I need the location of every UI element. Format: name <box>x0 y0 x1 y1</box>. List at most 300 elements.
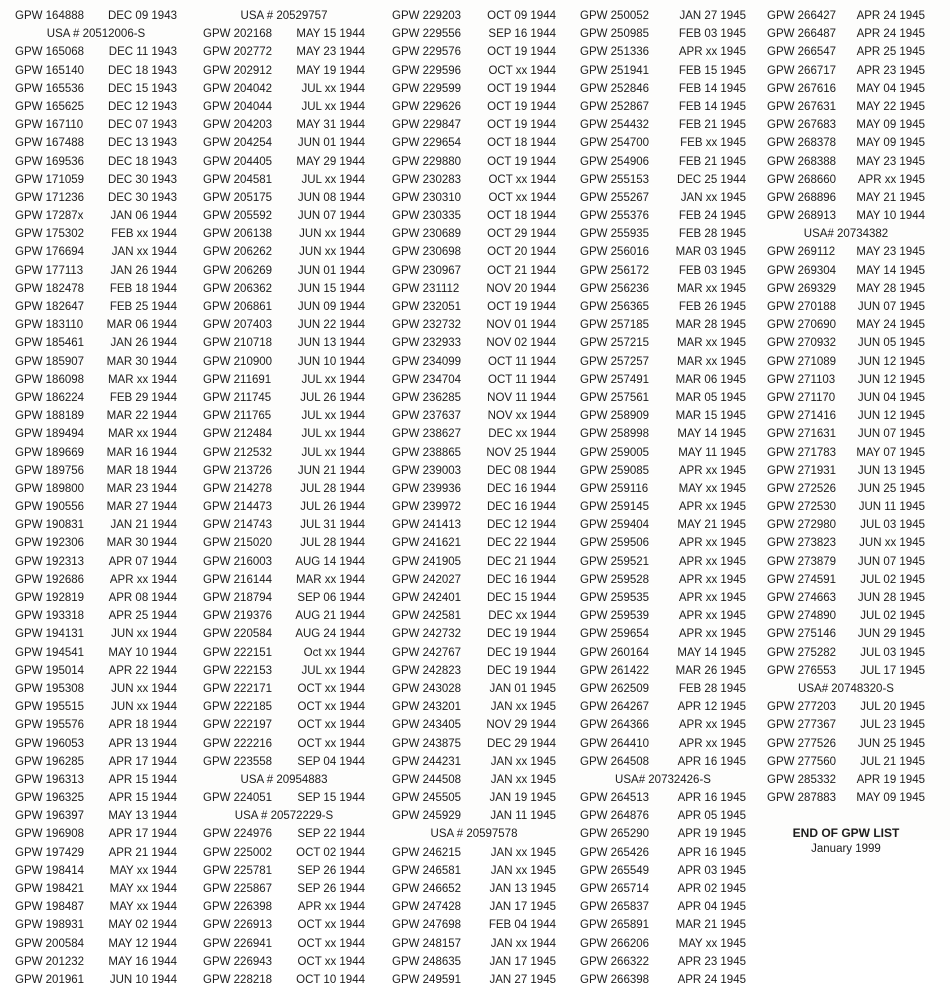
list-item <box>580 407 746 425</box>
list-item <box>203 516 365 534</box>
gpw-serial: GPW 252846 <box>580 82 650 95</box>
build-date: OCT xx 1944 <box>297 955 365 968</box>
gpw-serial: GPW 226913 <box>203 919 273 932</box>
gpw-serial: GPW 225002 <box>203 846 273 859</box>
list-item <box>767 316 925 334</box>
gpw-serial: GPW 193318 <box>15 610 85 623</box>
gpw-serial: GPW 268378 <box>767 137 837 150</box>
build-date: MAY 21 1945 <box>856 191 925 204</box>
list-item <box>15 43 177 61</box>
gpw-serial: GPW 254906 <box>580 155 650 168</box>
build-date: APR 08 1944 <box>108 592 177 604</box>
gpw-serial: GPW 192306 <box>15 537 85 550</box>
list-item <box>392 516 556 534</box>
build-date: FEB 24 1945 <box>678 210 746 223</box>
gpw-serial: GPW 177113 <box>15 264 84 277</box>
build-date: SEP 06 1944 <box>297 592 365 604</box>
gpw-serial: GPW 277367 <box>767 719 837 732</box>
build-date: APR 02 1945 <box>677 883 746 895</box>
gpw-serial: GPW 192819 <box>15 592 85 604</box>
list-item <box>392 553 556 571</box>
gpw-serial: GPW 245505 <box>392 792 462 805</box>
gpw-serial: GPW 264366 <box>580 719 650 732</box>
list-item <box>580 935 746 953</box>
list-item <box>392 607 556 625</box>
gpw-serial: GPW 224976 <box>203 828 273 841</box>
build-date: DEC 12 1944 <box>486 519 556 532</box>
gpw-serial: GPW 257561 <box>580 391 650 404</box>
build-date: MAY 31 1944 <box>296 119 365 132</box>
list-item <box>203 171 365 189</box>
build-date: SEP 16 1944 <box>488 28 556 41</box>
gpw-serial: GPW 266427 <box>767 10 837 22</box>
gpw-serial: GPW 270690 <box>767 319 837 332</box>
list-item <box>392 462 556 480</box>
list-item <box>203 898 365 916</box>
list-item <box>15 716 177 734</box>
list-item <box>580 43 746 61</box>
list-item <box>392 98 556 116</box>
list-item <box>15 425 177 443</box>
build-date: FEB 21 1945 <box>678 119 746 132</box>
gpw-serial: GPW 258909 <box>580 410 650 423</box>
list-item <box>392 844 556 862</box>
build-date: APR xx 1945 <box>678 46 746 59</box>
list-item <box>767 171 925 189</box>
list-item <box>580 916 746 934</box>
list-item <box>580 334 746 352</box>
gpw-serial: GPW 259404 <box>580 519 650 532</box>
gpw-serial: GPW 196285 <box>15 755 85 768</box>
list-item <box>203 553 365 571</box>
list-item <box>392 134 556 152</box>
build-date: MAY 24 1945 <box>856 319 925 332</box>
list-item <box>767 716 925 734</box>
gpw-serial: GPW 272526 <box>767 482 837 495</box>
list-item <box>15 771 177 789</box>
gpw-serial: GPW 241413 <box>392 519 462 532</box>
list-item <box>15 498 177 516</box>
gpw-serial: GPW 185461 <box>15 337 85 350</box>
gpw-serial: GPW 198414 <box>15 864 85 877</box>
list-item <box>580 80 746 98</box>
build-date: JAN xx 1944 <box>111 246 177 259</box>
build-date: MAY 23 1945 <box>856 246 925 259</box>
build-date: JAN 01 1945 <box>489 682 556 695</box>
list-item <box>767 153 925 171</box>
build-date: MAR xx 1945 <box>676 355 746 368</box>
build-date: NOV 29 1944 <box>486 719 556 732</box>
gpw-serial: GPW 196397 <box>15 810 85 823</box>
gpw-serial: GPW 226398 <box>203 901 273 914</box>
list-item <box>15 98 177 116</box>
build-date: JAN 26 1944 <box>110 264 177 277</box>
gpw-serial: GPW 202912 <box>203 64 273 77</box>
build-date: DEC 15 1943 <box>107 82 177 95</box>
build-date: OCT 19 1944 <box>487 100 556 113</box>
build-date: FEB xx 1944 <box>111 228 177 241</box>
gpw-serial: GPW 186224 <box>15 391 85 404</box>
build-date: MAR 05 1945 <box>675 391 746 404</box>
list-item <box>392 771 556 789</box>
gpw-serial: GPW 186098 <box>15 373 85 386</box>
build-date: JUN 28 1945 <box>857 592 925 604</box>
gpw-serial: GPW 254432 <box>580 119 650 132</box>
list-item <box>392 262 556 280</box>
build-date: MAY 14 1945 <box>856 264 925 277</box>
build-date: JUL 26 1944 <box>300 391 365 404</box>
list-item <box>203 680 365 698</box>
gpw-serial: GPW 192686 <box>15 573 85 586</box>
gpw-serial: GPW 254700 <box>580 137 650 150</box>
build-date: APR xx 1945 <box>678 592 746 604</box>
gpw-serial: GPW 183110 <box>15 319 84 332</box>
gpw-serial: GPW 232051 <box>392 301 462 313</box>
build-date: JAN 17 1945 <box>489 901 556 914</box>
gpw-serial: GPW 256236 <box>580 282 650 295</box>
build-date: OCT xx 1944 <box>297 937 365 950</box>
gpw-serial: GPW 259116 <box>580 482 649 495</box>
list-item <box>767 735 925 753</box>
list-item <box>580 7 746 25</box>
list-item <box>15 607 177 625</box>
gpw-serial: GPW 192313 <box>15 555 85 568</box>
build-date: APR 24 1945 <box>677 973 746 986</box>
build-date: JUL 17 1945 <box>860 664 925 677</box>
build-date: DEC 08 1944 <box>486 464 556 477</box>
gpw-serial: GPW 271931 <box>767 464 837 477</box>
gpw-serial: GPW 268660 <box>767 173 837 186</box>
gpw-serial: GPW 232933 <box>392 337 462 350</box>
list-item <box>203 589 365 607</box>
build-date: SEP 22 1944 <box>297 828 365 841</box>
gpw-serial: GPW 271089 <box>767 355 837 368</box>
gpw-serial: GPW 247428 <box>392 901 462 914</box>
gpw-serial: GPW 167110 <box>15 119 84 132</box>
build-date: JAN xx 1945 <box>490 864 556 877</box>
gpw-serial: GPW 276553 <box>767 664 837 677</box>
gpw-serial: GPW 194541 <box>15 646 85 659</box>
list-item <box>392 935 556 953</box>
build-date: APR 25 1945 <box>856 46 925 59</box>
gpw-serial: GPW 229203 <box>392 10 462 22</box>
gpw-serial: GPW 257185 <box>580 319 650 332</box>
list-column-2 <box>203 7 365 989</box>
build-date: JUL 26 1944 <box>300 501 365 514</box>
build-date: DEC 18 1943 <box>107 155 177 168</box>
build-date: APR 15 1944 <box>108 792 177 805</box>
build-date: DEC 22 1944 <box>486 537 556 550</box>
build-date: FEB 29 1944 <box>109 391 177 404</box>
list-item <box>203 407 365 425</box>
build-date: MAR 30 1944 <box>106 355 177 368</box>
list-item <box>767 280 925 298</box>
list-item <box>203 971 365 989</box>
list-item <box>767 644 925 662</box>
build-date: FEB 03 1945 <box>678 264 746 277</box>
list-item <box>203 444 365 462</box>
build-date: SEP 26 1944 <box>297 864 365 877</box>
list-item <box>15 662 177 680</box>
build-date: JAN 26 1944 <box>110 337 177 350</box>
build-date: JUL 21 1945 <box>860 755 925 768</box>
list-item <box>580 444 746 462</box>
build-date: MAY 29 1944 <box>296 155 365 168</box>
gpw-serial: GPW 225781 <box>203 864 273 877</box>
gpw-serial: GPW 250052 <box>580 10 650 22</box>
list-item <box>580 153 746 171</box>
list-item <box>392 898 556 916</box>
list-item <box>392 389 556 407</box>
list-item <box>580 371 746 389</box>
list-item <box>15 62 177 80</box>
gpw-serial: GPW 204042 <box>203 82 273 95</box>
gpw-serial: GPW 243201 <box>392 701 462 714</box>
list-item <box>15 262 177 280</box>
build-date: JUN 29 1945 <box>857 628 925 641</box>
gpw-serial: GPW 197429 <box>15 846 85 859</box>
gpw-serial: GPW 230967 <box>392 264 462 277</box>
build-date: OCT 20 1944 <box>487 246 556 259</box>
list-item <box>15 334 177 352</box>
build-date: MAR 18 1944 <box>106 464 177 477</box>
gpw-serial: GPW 226941 <box>203 937 273 950</box>
build-date: JAN 27 1945 <box>489 973 556 986</box>
list-item <box>580 353 746 371</box>
gpw-serial: GPW 206861 <box>203 301 273 313</box>
gpw-serial: GPW 212484 <box>203 428 273 441</box>
list-item <box>15 844 177 862</box>
build-date: MAY 19 1944 <box>296 64 365 77</box>
build-date: OCT 21 1944 <box>487 264 556 277</box>
build-date: APR 17 1944 <box>108 755 177 768</box>
gpw-serial: GPW 257491 <box>580 373 650 386</box>
list-item <box>580 644 746 662</box>
list-item <box>580 25 746 43</box>
list-item <box>392 498 556 516</box>
gpw-serial: GPW 248157 <box>392 937 462 950</box>
list-item <box>392 25 556 43</box>
list-item <box>15 134 177 152</box>
list-item <box>392 7 556 25</box>
list-item <box>580 971 746 989</box>
gpw-serial: GPW 259145 <box>580 501 650 514</box>
build-date: JUL xx 1944 <box>301 100 365 113</box>
build-date: JUL 28 1944 <box>300 482 365 495</box>
build-date: JUL xx 1944 <box>301 664 365 677</box>
list-item <box>580 534 746 552</box>
build-date: OCT 19 1944 <box>487 46 556 59</box>
list-item <box>15 534 177 552</box>
list-item <box>392 880 556 898</box>
gpw-serial: GPW 165140 <box>15 64 85 77</box>
list-item <box>392 589 556 607</box>
gpw-serial: GPW 206269 <box>203 264 273 277</box>
gpw-serial: GPW 196053 <box>15 737 85 750</box>
gpw-serial: GPW 229847 <box>392 119 462 132</box>
list-item <box>203 298 365 316</box>
gpw-serial: GPW 271631 <box>767 428 837 441</box>
build-date: MAY 14 1945 <box>677 646 746 659</box>
list-item <box>767 571 925 589</box>
list-item <box>392 698 556 716</box>
build-date: JAN xx 1945 <box>680 191 746 204</box>
list-column-1 <box>15 7 177 989</box>
build-date: FEB 25 1944 <box>109 301 177 313</box>
list-item <box>203 153 365 171</box>
list-item <box>392 644 556 662</box>
gpw-serial: GPW 264513 <box>580 792 650 805</box>
build-date: FEB 21 1945 <box>678 155 746 168</box>
build-date: JUL 03 1945 <box>860 519 925 532</box>
gpw-serial: GPW 285332 <box>767 773 837 786</box>
gpw-serial: GPW 218794 <box>203 592 273 604</box>
gpw-serial: GPW 273879 <box>767 555 837 568</box>
gpw-serial: GPW 237637 <box>392 410 462 423</box>
build-date: APR 16 1945 <box>677 792 746 805</box>
list-item <box>767 462 925 480</box>
list-item <box>203 698 365 716</box>
build-date: JUN xx 1944 <box>299 246 365 259</box>
build-date: JUN 10 1944 <box>297 355 365 368</box>
list-item <box>392 207 556 225</box>
gpw-serial: GPW 165625 <box>15 100 85 113</box>
gpw-serial: GPW 259528 <box>580 573 650 586</box>
gpw-serial: GPW 182647 <box>15 301 85 313</box>
list-item <box>580 607 746 625</box>
gpw-serial: GPW 269329 <box>767 282 837 295</box>
gpw-serial: GPW 242027 <box>392 573 462 586</box>
build-date: JUN 07 1945 <box>857 428 925 441</box>
build-date: APR 12 1945 <box>677 701 746 714</box>
build-date: MAY xx 1944 <box>109 883 177 895</box>
list-item <box>580 716 746 734</box>
build-date: DEC 25 1944 <box>676 173 746 186</box>
list-item <box>392 571 556 589</box>
gpw-serial: GPW 229596 <box>392 64 462 77</box>
build-date: JUN 07 1945 <box>857 301 925 313</box>
gpw-serial: GPW 226943 <box>203 955 273 968</box>
list-item <box>203 207 365 225</box>
gpw-serial: GPW 256172 <box>580 264 650 277</box>
list-item <box>203 389 365 407</box>
gpw-serial: GPW 165536 <box>15 82 85 95</box>
usa-registration-header: USA # 20512006-S <box>46 28 146 41</box>
list-item <box>767 407 925 425</box>
build-date: JUN 07 1945 <box>857 555 925 568</box>
gpw-serial: GPW 252867 <box>580 100 650 113</box>
gpw-serial: GPW 230335 <box>392 210 462 223</box>
build-date: JUL 02 1945 <box>860 610 925 623</box>
list-item <box>15 389 177 407</box>
build-date: JUN xx 1945 <box>859 537 925 550</box>
build-date: NOV 20 1944 <box>486 282 556 295</box>
gpw-serial: GPW 196325 <box>15 792 85 805</box>
list-item <box>580 516 746 534</box>
gpw-serial: GPW 242767 <box>392 646 462 659</box>
build-date: JUL 23 1945 <box>860 719 925 732</box>
build-date: JUN 07 1944 <box>297 210 365 223</box>
gpw-serial: GPW 176694 <box>15 246 85 259</box>
build-date: OCT xx 1944 <box>488 173 556 186</box>
build-date: JUN 12 1945 <box>857 373 925 386</box>
build-date: MAR xx 1944 <box>295 573 365 586</box>
list-item <box>203 571 365 589</box>
build-date: MAY 09 1945 <box>856 792 925 805</box>
build-date: OCT 29 1944 <box>487 228 556 241</box>
list-item <box>392 298 556 316</box>
gpw-serial: GPW 255267 <box>580 191 650 204</box>
gpw-serial: GPW 228218 <box>203 973 273 986</box>
gpw-serial: GPW 264876 <box>580 810 650 823</box>
build-date: JUL xx 1944 <box>301 373 365 386</box>
list-item <box>203 716 365 734</box>
build-date: APR xx 1945 <box>678 628 746 641</box>
build-date: DEC 18 1943 <box>107 64 177 77</box>
list-item <box>392 662 556 680</box>
list-item <box>580 171 746 189</box>
build-date: APR xx 1945 <box>678 555 746 568</box>
gpw-serial: GPW 224051 <box>203 792 273 805</box>
gpw-serial: GPW 164888 <box>15 10 85 22</box>
build-date: JUN 05 1945 <box>857 337 925 350</box>
gpw-serial: GPW 229880 <box>392 155 462 168</box>
gpw-serial: GPW 211765 <box>203 410 272 423</box>
build-date: MAR 26 1945 <box>675 664 746 677</box>
list-item <box>203 116 365 134</box>
gpw-serial: GPW 214278 <box>203 482 273 495</box>
gpw-serial: GPW 271170 <box>767 391 836 404</box>
gpw-serial: GPW 259535 <box>580 592 650 604</box>
gpw-serial: GPW 204254 <box>203 137 273 150</box>
list-item <box>392 680 556 698</box>
list-item <box>15 371 177 389</box>
build-date: JUN xx 1944 <box>299 228 365 241</box>
gpw-serial: GPW 239972 <box>392 501 462 514</box>
gpw-serial: GPW 238865 <box>392 446 462 459</box>
build-date: JUL 20 1945 <box>860 701 925 714</box>
list-item <box>392 243 556 261</box>
build-date: APR 23 1945 <box>677 955 746 968</box>
list-item <box>15 680 177 698</box>
list-item <box>203 353 365 371</box>
build-date: APR 05 1945 <box>677 810 746 823</box>
list-item <box>203 134 365 152</box>
list-item <box>767 662 925 680</box>
build-date: FEB 28 1945 <box>678 228 746 241</box>
list-item <box>767 625 925 643</box>
list-date: January 1999 <box>811 843 881 856</box>
gpw-serial: GPW 274890 <box>767 610 837 623</box>
build-date: FEB 04 1944 <box>488 919 556 932</box>
list-item <box>15 953 177 971</box>
gpw-serial: GPW 229626 <box>392 100 462 113</box>
build-date: JAN 19 1945 <box>489 792 556 805</box>
list-item <box>15 225 177 243</box>
gpw-serial: GPW 266547 <box>767 46 837 59</box>
gpw-serial: GPW 258998 <box>580 428 650 441</box>
list-column-5 <box>767 7 925 857</box>
build-date: DEC 15 1944 <box>486 592 556 604</box>
gpw-serial: GPW 261422 <box>580 664 650 677</box>
build-date: MAY 11 1945 <box>678 446 746 459</box>
list-item <box>580 498 746 516</box>
list-item <box>392 334 556 352</box>
build-date: FEB 15 1945 <box>678 64 746 77</box>
list-item <box>15 462 177 480</box>
list-item <box>580 189 746 207</box>
list-item <box>203 316 365 334</box>
